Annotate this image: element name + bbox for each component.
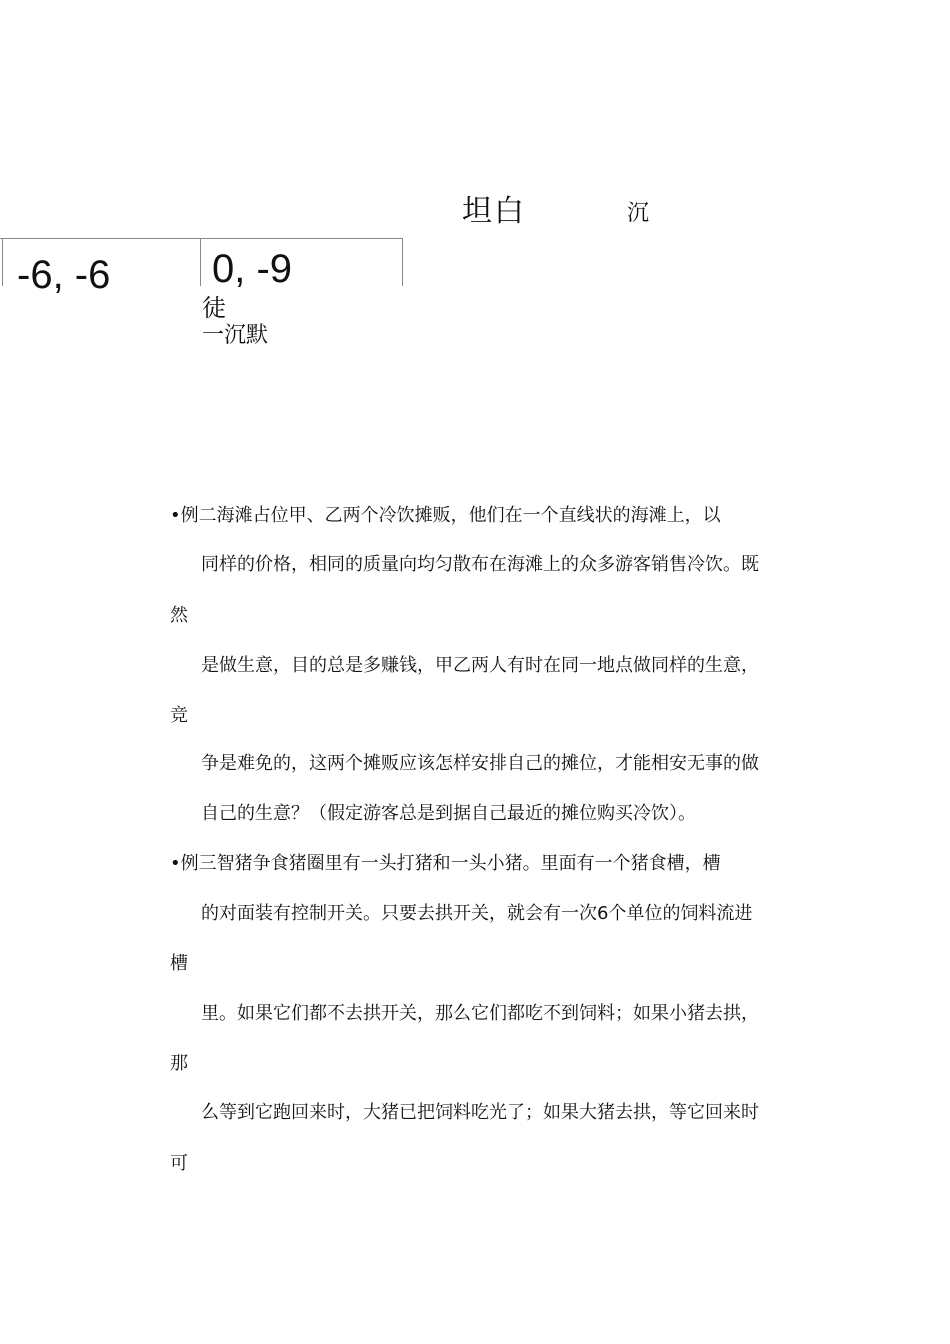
table-right-border bbox=[402, 238, 403, 286]
example3-line-2: 的对面装有控制开关。只要去拱开关，就会有一次6个单位的饲料流进 bbox=[201, 903, 753, 924]
table-top-border bbox=[0, 238, 403, 239]
payoff-cell-confess-silent: 0, -9 bbox=[212, 247, 293, 291]
example2-line-5: 自己的生意？（假定游客总是到据自己最近的摊位购买冷饮）。 bbox=[201, 803, 696, 824]
row-label-prisoner: 徒 bbox=[202, 294, 226, 322]
row-label-silent: 一沉默 bbox=[202, 323, 269, 348]
column-label-silent: 沉 bbox=[627, 201, 650, 226]
example3-line-2-wrap: 槽 bbox=[170, 953, 188, 974]
example2-line-1: •例二海滩占位甲、乙两个冷饮摊贩，他们在一个直线状的海滩上，以 bbox=[170, 505, 721, 526]
example2-line-3: 是做生意，目的总是多赚钱，甲乙两人有时在同一地点做同样的生意， bbox=[201, 655, 759, 676]
example2-line-2: 同样的价格，相同的质量向均匀散布在海滩上的众多游客销售冷饮。既 bbox=[201, 554, 759, 575]
example3-line-4-wrap: 可 bbox=[170, 1153, 188, 1174]
example3-line-4: 么等到它跑回来时，大猪已把饲料吃光了；如果大猪去拱，等它回来时 bbox=[201, 1102, 759, 1123]
example2-line-2-wrap: 然 bbox=[170, 605, 188, 626]
example3-line-1: •例三智猪争食猪圈里有一头打猪和一头小猪。里面有一个猪食槽，槽 bbox=[170, 853, 721, 874]
example2-line-3-wrap: 竞 bbox=[170, 705, 188, 726]
example3-line-3: 里。如果它们都不去拱开关，那么它们都吃不到饲料；如果小猪去拱， bbox=[201, 1003, 759, 1024]
table-middle-border bbox=[200, 238, 201, 286]
payoff-cell-confess-confess: -6, -6 bbox=[17, 253, 111, 297]
column-label-confess: 坦白 bbox=[462, 194, 526, 229]
example2-line-4: 争是难免的，这两个摊贩应该怎样安排自己的摊位，才能相安无事的做 bbox=[201, 753, 759, 774]
table-left-border bbox=[2, 238, 3, 286]
example3-line-3-wrap: 那 bbox=[170, 1053, 188, 1074]
